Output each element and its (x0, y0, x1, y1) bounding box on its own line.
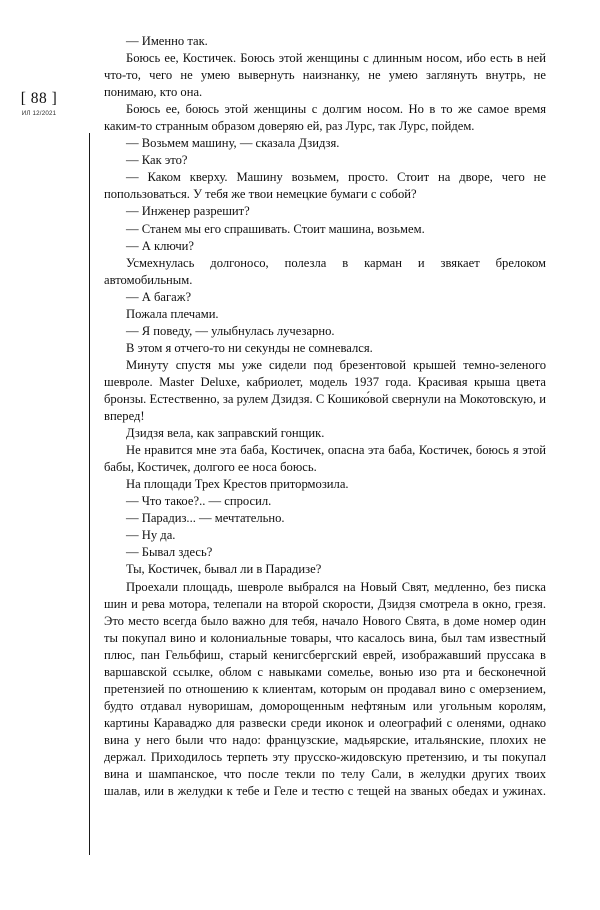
paragraph: Усмехнулась долгоносо, полезла в карман и звякает брелоком автомобильным. (104, 255, 546, 287)
paragraph: Боюсь ее, Костичек. Боюсь этой женщины с длинным носом, ибо есть в ней что-то, чего не умею вывернуть наизнанку, не умею заглянуть внутрь, не понимаю, кто она. (104, 51, 546, 100)
paragraph: Дзидзя вела, как заправский гонщик. (126, 426, 325, 441)
paragraph: — Возьмем машину, — сказала Дзидзя. (126, 136, 340, 151)
body-text-column (104, 33, 546, 800)
folio-block (0, 90, 78, 117)
paragraph: — Как это? (126, 153, 188, 168)
paragraph: На площади Трех Крестов притормозила. (126, 477, 349, 492)
paragraph: — Именно так. (126, 34, 208, 48)
folio-close-bracket: ] (51, 90, 58, 107)
paragraph: — Парадиз... — мечтательно. (126, 511, 285, 526)
page-number (0, 90, 78, 107)
paragraph: Пожала плечами. (126, 306, 219, 321)
paragraph: — А ключи? (126, 238, 194, 253)
paragraph: — Я поведу, — улыбнулась лучезарно. (126, 323, 335, 338)
folio-open-bracket: [ (20, 90, 27, 107)
paragraph: — Ну да. (126, 528, 176, 543)
paragraph: — Что такое?.. — спросил. (126, 494, 272, 509)
paragraph: — Каком кверху. Машину возьмем, просто. Стоит на дворе, чего не попользоваться. У тебя же твои немецкие бумаги с собой? (104, 170, 546, 202)
paragraph: Проехали площадь, шевроле выбрался на Новый Свят, медленно, без писка шин и рева мотора, телепали на второй скорости, Дзидзя смотрела в окно, грезя. Это место всегда было важно для тебя, начало Нового Свята, в доме номер один ты покупал вино и колониальные товары, что касалось вина, был там известный плюс, пан Гельбфиш, старый кенигсбергский еврей, изображавший пруссака в варшавской ссылке, облом с навыками сомелье, вонью изо рта и бесконечной претензией по отношению к клиентам, которым он продавал вино с омерзением, будто отдавал нуворишам, доморощенным нефтяным или угольным королям, картины Караваджо для развески среди иконок и олеографий с оленями, однако вина у него были что надо: французские, мадьярские, итальянские, плохих не держал. Приходилось терпеть эту прусско-жидовскую претензию, и ты покупал вина и шампанское, что после текли по телу Сали, в желудки других твоих шалав, или в желудки к тебе и Геле и тестю с тещей на званых обедах и ужинах. (104, 579, 546, 799)
paragraph: — Станем мы его спрашивать. Стоит машина, возьмем. (126, 221, 425, 236)
paragraph: — Бывал здесь? (126, 545, 213, 560)
paragraph: Минуту спустя мы уже сидели под брезентовой крышей темно-зеленого шевроле. Master Deluxe, кабриолет, модель 1937 года. Красивая крыша цвета бронзы. Естественно, за рулем Дзидзя. С Кошико́вой свернули на Мокотовскую, и вперед! (104, 357, 546, 424)
paragraph: — Инженер разрешит? (126, 204, 250, 219)
paragraph: Боюсь ее, боюсь этой женщины с долгим носом. Но в то же самое время каким-то странным образом доверяю ей, раз Лурс, так Лурс, пойдем. (104, 102, 546, 134)
paragraph: Ты, Костичек, бывал ли в Парадизе? (126, 562, 322, 577)
paragraph: Не нравится мне эта баба, Костичек, опасна эта баба, Костичек, боюсь я этой бабы, Костичек, долгого ее носа боюсь. (104, 443, 546, 475)
paragraph: — А багаж? (126, 289, 192, 304)
margin-vertical-rule (89, 133, 90, 855)
folio-number: 88 (30, 90, 48, 107)
paragraph: В этом я отчего-то ни секунды не сомневался. (126, 340, 373, 355)
issue-identifier: ИЛ 12/2021 (21, 110, 57, 118)
